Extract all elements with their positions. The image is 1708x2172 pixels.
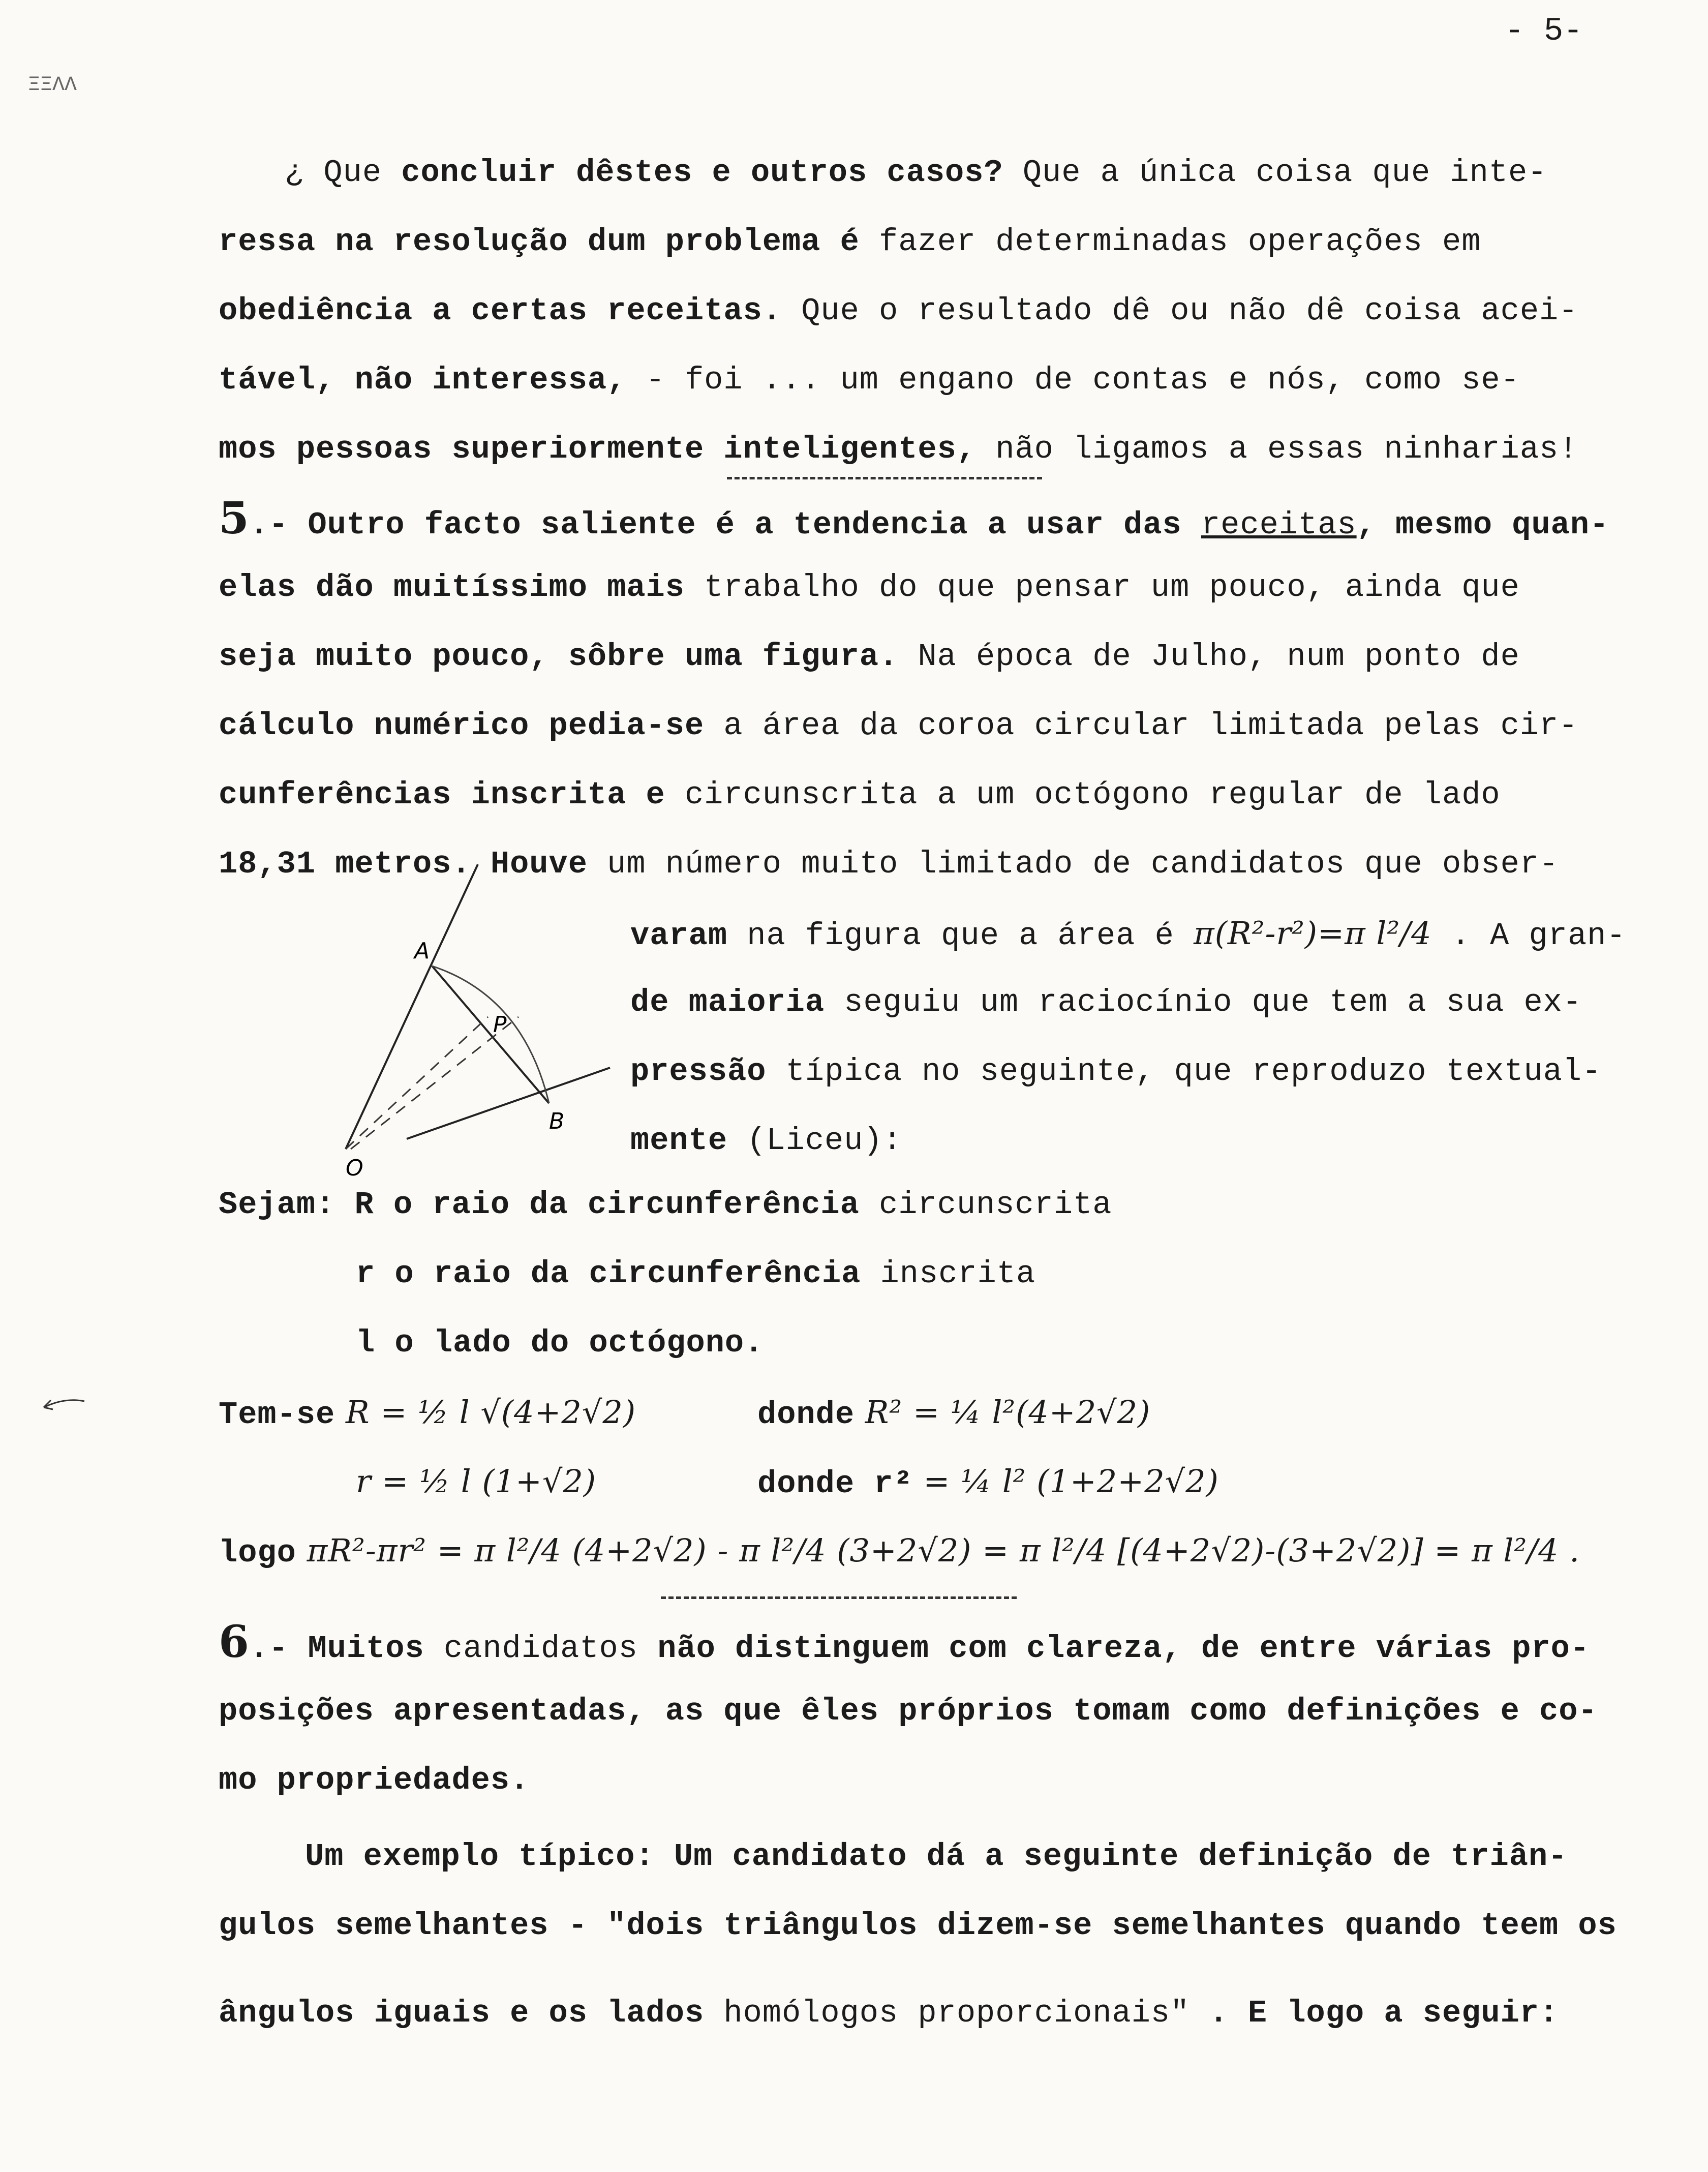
text-segment: ¿ Que xyxy=(285,155,402,191)
text-segment: trabalho do que pensar um pouco, ainda que xyxy=(684,569,1520,606)
text-line-25 xyxy=(305,1836,1708,1877)
text-line-1 xyxy=(285,153,1708,193)
text-segment: Um candidato dá a seguinte definição de triân- xyxy=(654,1838,1568,1875)
text-segment: 18,31 metros. Houve xyxy=(219,846,588,882)
radius-OP xyxy=(346,1017,488,1149)
text-line-13 xyxy=(630,982,1642,1023)
text-segment: donde xyxy=(757,1397,855,1433)
text-segment: .- Outro facto saliente é a tendencia a usar das xyxy=(249,507,1201,543)
text-segment: mente xyxy=(630,1123,728,1159)
text-segment: típica no seguinte, que reproduzo textual- xyxy=(766,1053,1602,1090)
text-segment: inteligentes, xyxy=(723,431,977,467)
text-line-17 xyxy=(356,1254,1708,1294)
text-segment: candidatos xyxy=(424,1631,638,1667)
text-segment: a área da coroa circular limitada pelas cir- xyxy=(704,708,1578,744)
text-segment: inscrita xyxy=(861,1256,1036,1292)
handwritten-formula: π(R²-r²)=π l²/4 xyxy=(1193,915,1432,952)
formula-line-2b xyxy=(757,1461,1622,1504)
text-segment: concluir dêstes e outros casos? xyxy=(401,155,1003,191)
text-segment: . A gran- xyxy=(1431,918,1626,954)
text-segment: pressão xyxy=(630,1053,767,1090)
text-segment: não ligamos a essas ninharias! xyxy=(976,431,1578,467)
text-segment: , mesmo quan- xyxy=(1356,507,1609,543)
text-line-10 xyxy=(219,775,1642,816)
text-segment: (Liceu): xyxy=(727,1123,902,1159)
text-segment: ressa na resolução dum problema é xyxy=(219,224,860,260)
handwritten-formula: πR²-πr² = π l²/4 (4+2√2) - π l²/4 (3+2√2) = π l²/4 [(4+2√2)-(3+2√2)] = π l²/4 . xyxy=(296,1532,1580,1569)
text-segment: mos pessoas superiormente xyxy=(219,431,724,467)
text-line-24: mo propriedades. xyxy=(219,1762,530,1798)
section-number: 6 xyxy=(219,1616,250,1668)
text-segment: seguiu um raciocínio que tem a sua ex- xyxy=(825,984,1582,1020)
text-segment: elas dão muitíssimo mais xyxy=(219,569,685,606)
text-line-27 xyxy=(219,1993,1642,2034)
text-segment: Na época de Julho, num ponto de xyxy=(898,639,1520,675)
text-segment: gulos semelhantes - xyxy=(219,1908,588,1944)
text-segment: homólogos proporcionais" xyxy=(704,1995,1190,2031)
text-line-2 xyxy=(219,222,1642,262)
text-line-26 xyxy=(219,1906,1642,1946)
label-O: O xyxy=(346,1155,363,1180)
dashed-separator xyxy=(661,1596,1017,1599)
page-number: - 5- xyxy=(1505,13,1583,50)
text-line-5 xyxy=(219,429,1642,470)
text-segment: circunscrita xyxy=(859,1187,1112,1223)
handwritten-formula: R² = ¼ l²(4+2√2) xyxy=(855,1394,1151,1431)
label-B: B xyxy=(549,1108,565,1134)
text-line-3 xyxy=(219,291,1642,331)
text-segment: não distinguem com clareza, de entre várias pro- xyxy=(637,1631,1590,1667)
octagon-sector-figure xyxy=(285,864,620,1180)
text-segment: logo xyxy=(219,1535,296,1571)
text-line-16 xyxy=(219,1185,1642,1225)
text-segment: Que o resultado dê ou não dê coisa acei- xyxy=(781,293,1578,329)
text-line-23: posições apresentadas, as que êles próprios tomam como definições e co- xyxy=(219,1693,1598,1729)
text-segment: varam xyxy=(630,918,728,954)
text-line-12 xyxy=(630,913,1642,956)
text-segment: . E logo a seguir: xyxy=(1190,1995,1559,2031)
text-segment: cunferências inscrita e xyxy=(219,777,665,813)
text-segment: donde r² xyxy=(757,1466,913,1502)
handwritten-formula: R = ½ l √(4+2√2) xyxy=(335,1394,636,1431)
text-line-7 xyxy=(219,567,1642,608)
dashed-underline xyxy=(727,477,1042,479)
formula-line-2 xyxy=(356,1461,712,1504)
text-line-15 xyxy=(630,1121,1642,1161)
handwritten-formula: r = ½ l (1+√2) xyxy=(356,1463,597,1500)
text-segment: na figura que a área é xyxy=(727,918,1194,954)
text-segment: ângulos iguais e os lados xyxy=(219,1995,705,2031)
text-segment: seja muito pouco, sôbre uma figura. xyxy=(219,639,899,675)
text-segment: "dois triângulos dizem-se semelhantes quando teem os xyxy=(587,1908,1617,1944)
text-segment: r o raio da circunferência xyxy=(356,1256,861,1292)
text-line-22 xyxy=(219,1616,1642,1669)
line-OA xyxy=(346,864,478,1149)
text-line-4 xyxy=(219,360,1642,401)
text-segment: circunscrita a um octógono regular de lado xyxy=(665,777,1501,813)
section-number: 5 xyxy=(219,493,250,544)
text-segment: - foi ... um engano de contas e nós, como se- xyxy=(626,362,1520,398)
label-P: P xyxy=(493,1012,507,1038)
text-line-8 xyxy=(219,637,1642,677)
text-segment: um número muito limitado de candidatos que obser- xyxy=(587,846,1559,882)
line-OB xyxy=(407,1068,610,1139)
text-line-14 xyxy=(630,1051,1642,1092)
handwritten-formula: = ¼ l² (1+2+2√2) xyxy=(912,1463,1219,1500)
text-line-9 xyxy=(219,706,1642,746)
text-segment: de maioria xyxy=(630,984,825,1020)
margin-arrow-icon xyxy=(40,1392,85,1412)
text-segment: Um exemplo típico: xyxy=(305,1838,655,1875)
label-A: A xyxy=(414,938,430,964)
text-segment: Sejam: R xyxy=(219,1187,374,1223)
text-segment: o raio da circunferência xyxy=(374,1187,860,1223)
text-segment: Que a única coisa que inte- xyxy=(1003,155,1547,191)
text-segment: Tem-se xyxy=(219,1397,336,1433)
text-segment: receitas xyxy=(1201,507,1357,543)
formula-line-3 xyxy=(219,1530,1642,1574)
text-line-18: l o lado do octógono. xyxy=(356,1325,764,1361)
text-segment: cálculo numérico pedia-se xyxy=(219,708,705,744)
text-line-6 xyxy=(219,493,1642,546)
text-segment: fazer determinadas operações em xyxy=(859,224,1481,260)
formula-line-1b xyxy=(757,1392,1622,1435)
side-AB xyxy=(432,966,549,1103)
text-segment: .- Muitos xyxy=(249,1631,424,1667)
text-segment: tável, não interessa, xyxy=(219,362,627,398)
text-segment: obediência a certas receitas. xyxy=(219,293,782,329)
corner-marks: ΞΞΛΛ xyxy=(28,74,77,97)
